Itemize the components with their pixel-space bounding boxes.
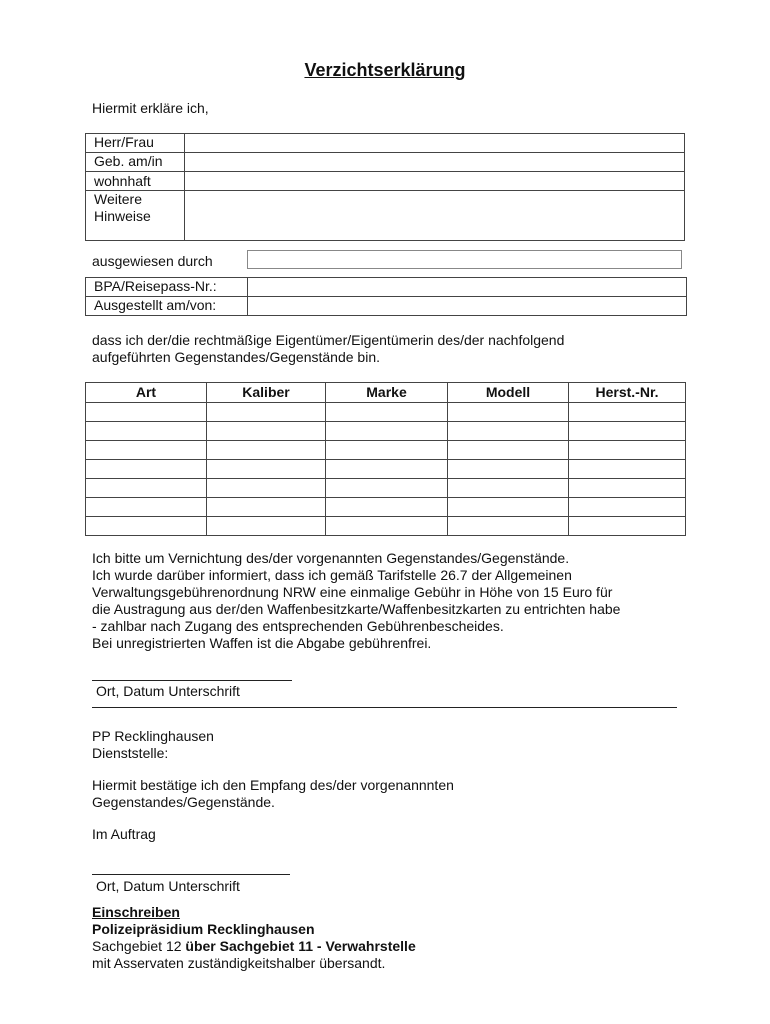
- header-kaliber: Kaliber: [207, 383, 326, 403]
- table-cell[interactable]: [569, 498, 686, 517]
- table-row: [86, 441, 686, 460]
- header-modell: Modell: [448, 383, 569, 403]
- signature-line-1[interactable]: [92, 680, 292, 681]
- pp-text: PP Recklinghausen: [92, 728, 214, 744]
- table-cell[interactable]: [207, 517, 326, 536]
- person-table: [85, 133, 685, 241]
- header-herst-nr: Herst.-Nr.: [569, 383, 686, 403]
- table-cell[interactable]: [207, 441, 326, 460]
- field-ausgestellt[interactable]: [248, 297, 687, 316]
- table-row: [86, 498, 686, 517]
- label-weitere: Weitere: [94, 191, 142, 207]
- owner-text-line-2: aufgeführten Gegenstandes/Gegenstände bin.: [92, 349, 380, 365]
- einschreiben-text: Einschreiben: [92, 904, 180, 920]
- header-art: Art: [86, 383, 207, 403]
- table-cell[interactable]: [86, 479, 207, 498]
- table-cell[interactable]: [207, 498, 326, 517]
- table-cell[interactable]: [326, 441, 448, 460]
- field-wohnhaft[interactable]: [185, 172, 685, 191]
- asservaten-text: mit Asservaten zuständigkeitshalber übersandt.: [92, 955, 386, 971]
- table-cell[interactable]: [569, 441, 686, 460]
- label-bpa: BPA/Reisepass-Nr.:: [86, 278, 248, 297]
- sachgebiet-plain: Sachgebiet 12: [92, 938, 186, 954]
- section-divider: [92, 707, 677, 708]
- paragraph-line-3: Verwaltungsgebührenordnung NRW eine einmalige Gebühr in Höhe von 15 Euro für: [92, 584, 613, 600]
- header-marke: Marke: [326, 383, 448, 403]
- sachgebiet-bold: über Sachgebiet 11 - Verwahrstelle: [185, 938, 416, 954]
- label-hinweise: Hinweise: [94, 208, 151, 224]
- table-cell[interactable]: [448, 517, 569, 536]
- signature-label-2: Ort, Datum Unterschrift: [96, 878, 240, 894]
- table-cell[interactable]: [448, 460, 569, 479]
- ausgewiesen-label: ausgewiesen durch: [92, 253, 213, 269]
- items-table: [85, 382, 686, 536]
- table-cell[interactable]: [448, 479, 569, 498]
- table-cell[interactable]: [207, 403, 326, 422]
- table-cell[interactable]: [448, 422, 569, 441]
- table-cell[interactable]: [326, 422, 448, 441]
- table-cell[interactable]: [326, 403, 448, 422]
- signature-line-2[interactable]: [92, 874, 290, 875]
- table-cell[interactable]: [86, 460, 207, 479]
- table-cell[interactable]: [326, 517, 448, 536]
- label-herr-frau: Herr/Frau: [86, 134, 185, 153]
- page-title: Verzichtserklärung: [304, 60, 466, 80]
- label-ausgestellt: Ausgestellt am/von:: [86, 297, 248, 316]
- label-weitere-hinweise: [86, 191, 185, 241]
- table-cell[interactable]: [569, 460, 686, 479]
- field-geb[interactable]: [185, 153, 685, 172]
- table-cell[interactable]: [86, 403, 207, 422]
- field-weitere-hinweise[interactable]: [185, 191, 685, 241]
- table-cell[interactable]: [86, 498, 207, 517]
- table-row: [86, 460, 686, 479]
- im-auftrag-text: Im Auftrag: [92, 826, 156, 842]
- table-cell[interactable]: [569, 422, 686, 441]
- table-cell[interactable]: [207, 479, 326, 498]
- intro-text: Hiermit erkläre ich,: [92, 100, 209, 116]
- paragraph-line-2: Ich wurde darüber informiert, dass ich gemäß Tarifstelle 26.7 der Allgemeinen: [92, 567, 572, 583]
- table-cell[interactable]: [326, 498, 448, 517]
- table-cell[interactable]: [448, 498, 569, 517]
- field-herr-frau[interactable]: [185, 134, 685, 153]
- table-cell[interactable]: [86, 441, 207, 460]
- table-cell[interactable]: [86, 517, 207, 536]
- field-bpa[interactable]: [248, 278, 687, 297]
- ausgewiesen-field[interactable]: [247, 250, 682, 269]
- confirm-line-2: Gegenstandes/Gegenstände.: [92, 794, 275, 810]
- table-row: [86, 422, 686, 441]
- paragraph-line-5: - zahlbar nach Zugang des entsprechenden Gebührenbescheides.: [92, 618, 504, 634]
- paragraph-line-4: die Austragung aus der/den Waffenbesitzkarte/Waffenbesitzkarten zu entrichten habe: [92, 601, 621, 617]
- table-cell[interactable]: [207, 422, 326, 441]
- paragraph-line-1: Ich bitte um Vernichtung des/der vorgenannten Gegenstandes/Gegenstände.: [92, 550, 570, 566]
- owner-text-line-1: dass ich der/die rechtmäßige Eigentümer/Eigentümerin des/der nachfolgend: [92, 332, 565, 348]
- table-cell[interactable]: [569, 479, 686, 498]
- table-cell[interactable]: [448, 441, 569, 460]
- label-wohnhaft: wohnhaft: [86, 172, 185, 191]
- table-cell[interactable]: [86, 422, 207, 441]
- signature-label-1: Ort, Datum Unterschrift: [96, 683, 240, 699]
- table-cell[interactable]: [326, 479, 448, 498]
- passport-table: [85, 277, 687, 316]
- table-cell[interactable]: [448, 403, 569, 422]
- table-row: [86, 517, 686, 536]
- sachgebiet-line: [92, 938, 416, 955]
- table-row: [86, 479, 686, 498]
- paragraph-line-6: Bei unregistrierten Waffen ist die Abgabe gebührenfrei.: [92, 635, 432, 651]
- table-row: [86, 403, 686, 422]
- praesidium-text: Polizeipräsidium Recklinghausen: [92, 921, 315, 937]
- table-cell[interactable]: [569, 403, 686, 422]
- table-cell[interactable]: [326, 460, 448, 479]
- table-cell[interactable]: [207, 460, 326, 479]
- dienststelle-text: Dienststelle:: [92, 745, 169, 761]
- table-cell[interactable]: [569, 517, 686, 536]
- label-geb: Geb. am/in: [86, 153, 185, 172]
- confirm-line-1: Hiermit bestätige ich den Empfang des/der vorgenannnten: [92, 777, 454, 793]
